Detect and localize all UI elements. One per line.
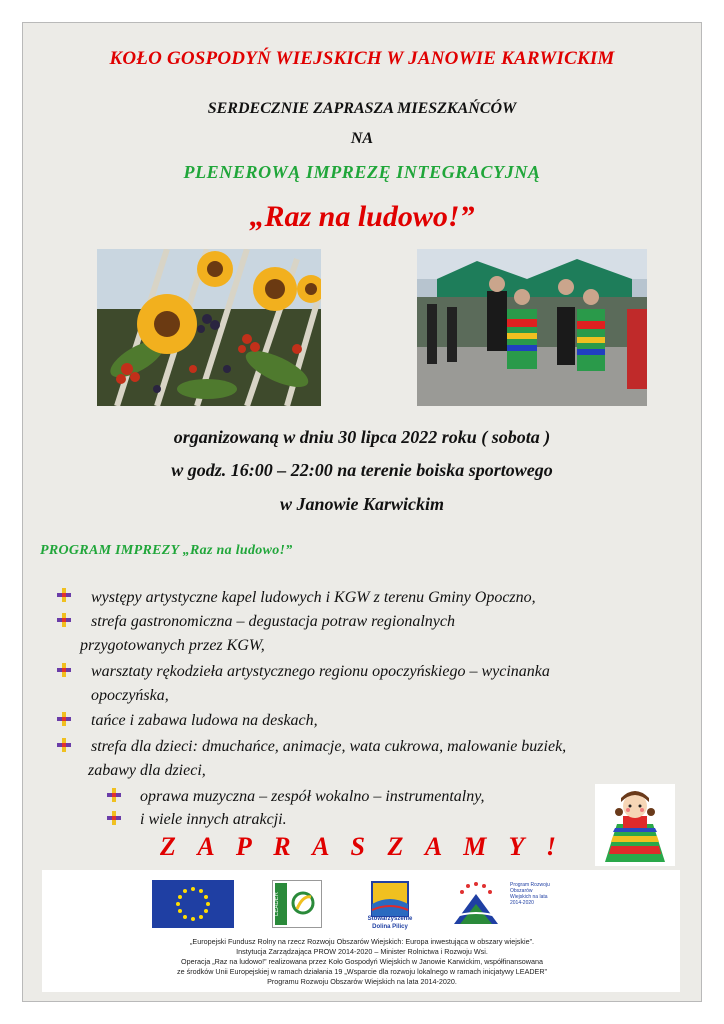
organizer-title: KOŁO GOSPODYŃ WIEJSKICH W JANOWIE KARWICKIM xyxy=(109,48,615,69)
program-item: i wiele innych atrakcji. xyxy=(140,811,287,828)
program-title: PROGRAM IMPREZY „Raz na ludowo!” xyxy=(40,543,293,558)
dancers-photo xyxy=(417,249,647,406)
bullet-icon xyxy=(106,810,122,826)
program-item-cont: zabawy dla dzieci, xyxy=(88,762,206,779)
footer-line: „Europejski Fundusz Rolny na rzecz Rozwoju Obszarów Wiejskich: Europa inwestująca w obszary wiejskie”. xyxy=(190,937,534,946)
program-item: strefa gastronomiczna – degustacja potraw regionalnych xyxy=(91,613,455,630)
event-location: w Janowie Karwickim xyxy=(279,494,445,514)
event-time-place: w godz. 16:00 – 22:00 na terenie boiska sportowego xyxy=(171,460,553,480)
footer-line: Instytucja Zarządzająca PROW 2014-2020 – Minister Rolnictwa i Rozwoju Wsi. xyxy=(236,947,488,956)
program-item: oprawa muzyczna – zespół wokalno – instrumentalny, xyxy=(140,788,485,805)
bullet-icon xyxy=(56,612,72,628)
closing-invite: Z A P R A S Z A M Y ! xyxy=(160,832,564,861)
stow-name: Stowarzyszenie xyxy=(367,916,413,922)
event-type: PLENEROWĄ IMPREZĘ INTEGRACYJNĄ xyxy=(183,162,541,182)
folk-doll-illustration xyxy=(595,784,675,866)
eu-flag-logo xyxy=(152,880,234,928)
bullet-icon xyxy=(56,587,72,603)
na-line: NA xyxy=(350,130,374,147)
leader-label: LEADER xyxy=(274,892,280,917)
bullet-icon xyxy=(56,711,72,727)
program-item: warsztaty rękodzieła artystycznego regionu opoczyńskiego – wycinanka xyxy=(91,663,550,680)
program-item-cont: opoczyńska, xyxy=(91,687,169,704)
bullet-icon xyxy=(106,787,122,803)
bullet-icon xyxy=(56,737,72,753)
invite-line: SERDECZNIE ZAPRASZA MIESZKAŃCÓW xyxy=(207,100,517,117)
program-item-cont: przygotowanych przez KGW, xyxy=(80,637,265,654)
bullet-icon xyxy=(56,662,72,678)
footer-line: ze środków Unii Europejskiej w ramach działania 19 „Wsparcie dla rozwoju lokalnego w ramach inicjatywy LEADER” xyxy=(177,967,547,976)
footer-line: Operacja „Raz na ludowo!” realizowana przez Koło Gospodyń Wiejskich w Janowie Karwickim, współfinansowana xyxy=(181,957,543,966)
program-item: tańce i zabawa ludowa na deskach, xyxy=(91,712,318,729)
stow-sub: Dolina Pilicy xyxy=(372,924,408,930)
prow-text: Program Rozwoju Obszarów Wiejskich na lata 2014-2020 xyxy=(510,882,550,906)
program-item: występy artystyczne kapel ludowych i KGW z terenu Gminy Opoczno, xyxy=(91,589,536,606)
footer-line: Programu Rozwoju Obszarów Wiejskich na lata 2014-2020. xyxy=(267,977,457,986)
sunflowers-photo xyxy=(97,249,321,406)
event-date: organizowaną w dniu 30 lipca 2022 roku ( sobota ) xyxy=(173,427,551,447)
event-name: „Raz na ludowo!” xyxy=(249,200,475,233)
program-item: strefa dla dzieci: dmuchańce, animacje, wata cukrowa, malowanie buziek, xyxy=(91,738,567,755)
